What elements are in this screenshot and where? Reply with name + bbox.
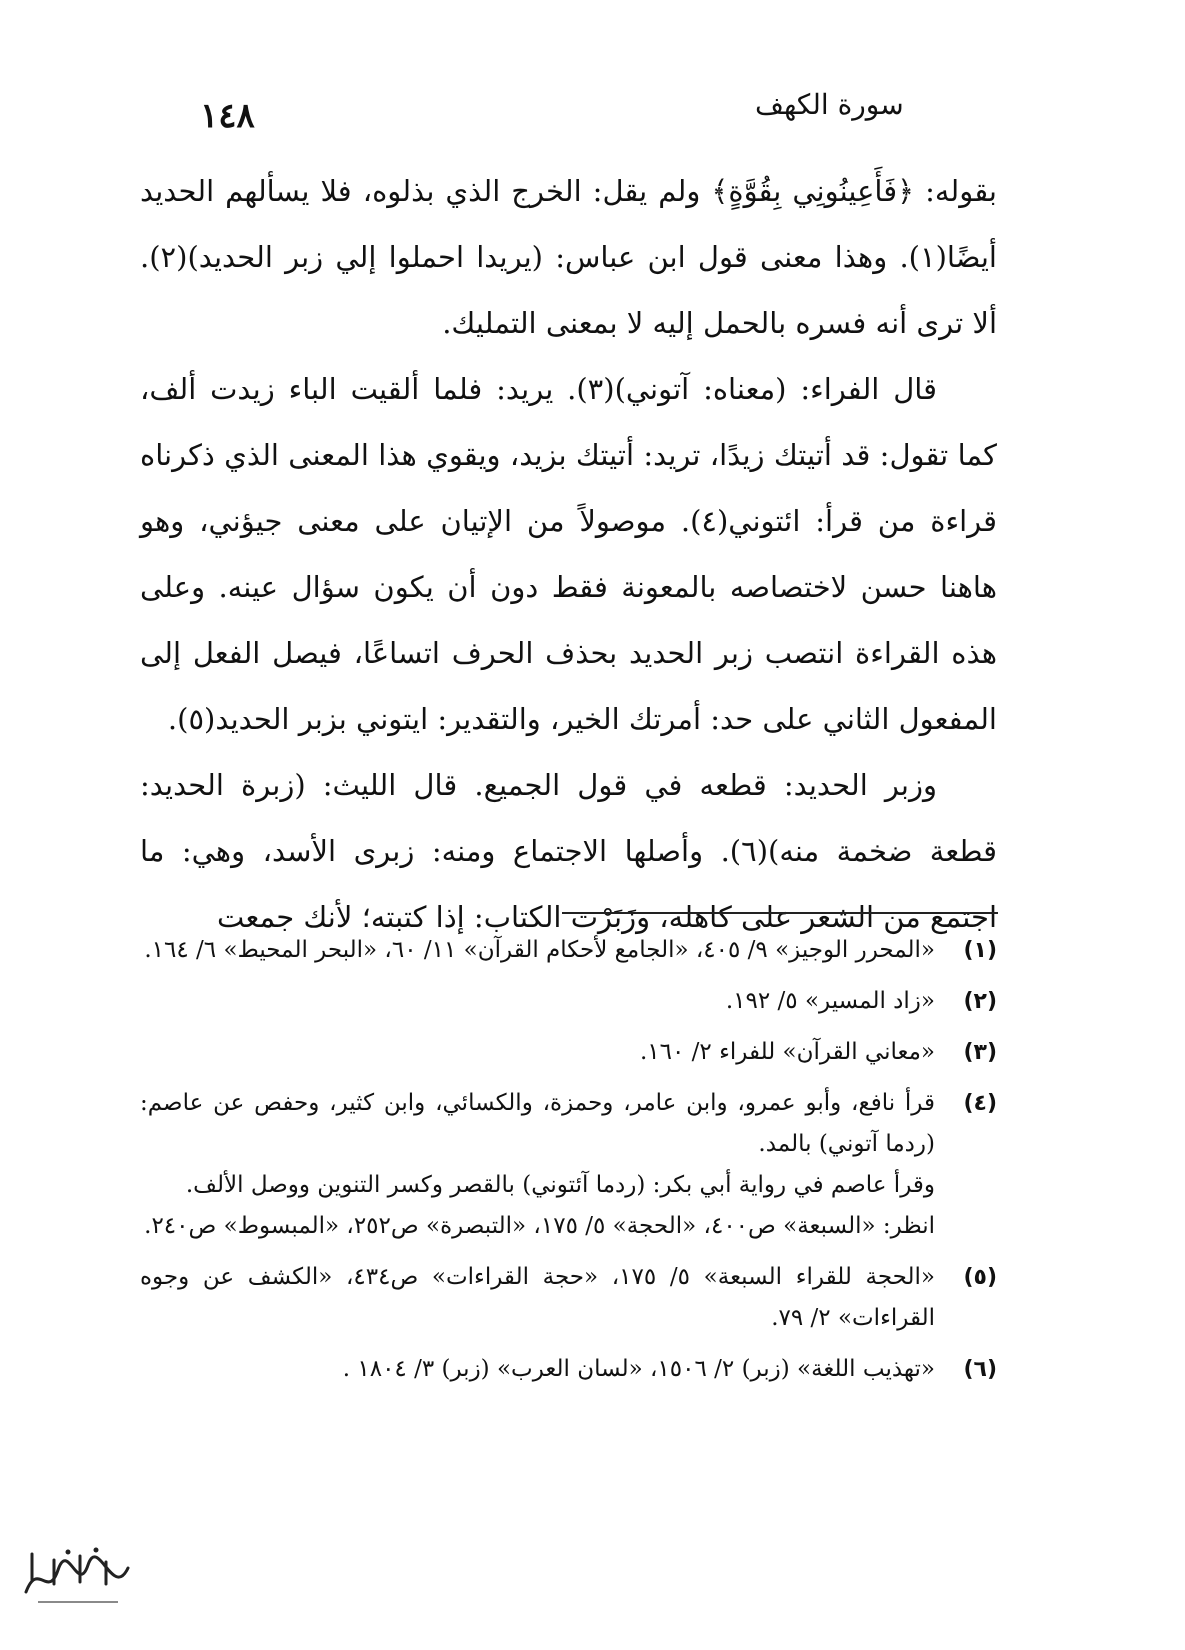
footnote (140, 930, 997, 971)
footnote-text: «المحرر الوجيز» ٩/ ٤٠٥، «الجامع لأحكام القرآن» ١١/ ٦٠، «البحر المحيط» ٦/ ١٦٤. (144, 937, 935, 963)
paragraph: وزبر الحديد: قطعه في قول الجميع. قال الليث: (زبرة الحديد: قطعة ضخمة منه)(٦). وأصلها الاجتماع ومنه: زبرى الأسد، وهي: ما اجتمع من الشعر على كاهله، وزَبَرْت الكتاب: إذا كتبته؛ لأنك جمعت (140, 768, 997, 934)
footnote-number: (٣) (963, 1040, 997, 1065)
footnote-text: «الحجة للقراء السبعة» ٥/ ١٧٥، «حجة القراءات» ص٤٣٤، «الكشف عن وجوه القراءات» ٢/ ٧٩. (140, 1264, 935, 1331)
footnote-number: (٤) (963, 1091, 997, 1116)
footnote-text: قرأ نافع، وأبو عمرو، وابن عامر، وحمزة، والكسائي، وابن كثير، وحفص عن عاصم: (ردما آتوني) بالمد. (140, 1090, 935, 1157)
footnote-text: «معاني القرآن» للفراء ٢/ ١٦٠. (639, 1039, 935, 1065)
footnote (140, 1257, 997, 1339)
footnote (140, 1032, 997, 1073)
main-text (140, 158, 997, 950)
paragraph: قال الفراء: (معناه: آتوني)(٣). يريد: فلما ألقيت الباء زيدت ألف، كما تقول: قد أتيتك زيدًا، تريد: أتيتك بزيد، ويقوي هذا المعنى الذي ذكرناه قراءة من قرأ: ائتوني(٤). موصولاً من الإتيان على معنى جيؤني، وهو هاهنا حسن لاختصاصه بالمعونة فقط دون أن يكون سؤال عينه. وعلى هذه القراءة انتصب زبر الحديد بحذف الحرف اتساعًا، فيصل الفعل إلى المفعول الثاني على حد: أمرتك الخير، والتقدير: ايتوني بزبر الحديد(٥). (140, 372, 997, 736)
publisher-logo (18, 1540, 138, 1610)
footnote (140, 1083, 997, 1247)
footnote-number: (٦) (963, 1357, 997, 1382)
footnote-separator (562, 912, 998, 914)
page-number: ١٤٨ (200, 96, 255, 136)
footnote-text: وقرأ عاصم في رواية أبي بكر: (ردما آئتوني) بالقصر وكسر التنوين ووصل الألف. (185, 1172, 935, 1198)
footnote (140, 981, 997, 1022)
page-header (200, 88, 980, 138)
paragraph: بقوله: ﴿فَأَعِينُونِي بِقُوَّةٍ﴾ ولم يقل: الخرج الذي بذلوه، فلا يسألهم الحديد أيضًا(١). وهذا معنى قول ابن عباس: (يريدا احملوا إلي زبر الحديد)(٢). ألا ترى أنه فسره بالحمل إليه لا بمعنى التمليك. (140, 174, 997, 340)
footnote-text: انظر: «السبعة» ص٤٠٠، «الحجة» ٥/ ١٧٥، «التبصرة» ص٢٥٢، «المبسوط» ص٢٤٠. (144, 1213, 935, 1239)
footnotes (140, 930, 997, 1400)
footnote (140, 1349, 997, 1390)
footnote-number: (١) (963, 938, 997, 963)
footnote-number: (٢) (963, 989, 997, 1014)
footnote-text: «تهذيب اللغة» (زبر) ٢/ ١٥٠٦، «لسان العرب» (زبر) ٣/ ١٨٠٤ . (342, 1356, 935, 1382)
footnote-number: (٥) (963, 1265, 997, 1290)
surah-title: سورة الكهف (755, 88, 904, 121)
footnote-text: «زاد المسير» ٥/ ١٩٢. (725, 988, 935, 1014)
